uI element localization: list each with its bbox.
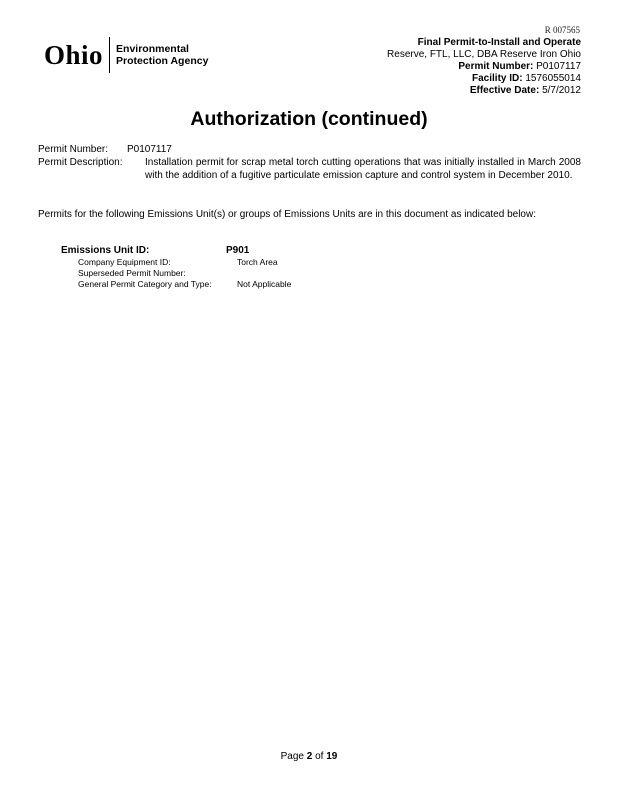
company-name: Reserve, FTL, LLC, DBA Reserve Iron Ohio [387,49,581,60]
permit-description-label: Permit Description: [38,157,123,168]
company-equipment-label: Company Equipment ID: [78,257,171,267]
document-id: R 007565 [544,25,580,35]
document-type: Final Permit-to-Install and Operate [417,37,581,48]
header-effective-date-label: Effective Date: [469,85,540,96]
header-permit-number [458,61,581,73]
permit-number-value: P0107117 [127,144,172,155]
permit-number-label: Permit Number: [38,144,109,155]
emissions-unit-id-value: P901 [226,245,250,256]
page-footer [0,751,618,762]
logo-agency-line1: Environmental [116,43,189,55]
general-permit-label: General Permit Category and Type: [78,279,212,289]
logo-wordmark: Ohio [44,40,104,70]
header-facility-id-value: 1576055014 [525,73,581,84]
ohio-epa-logo [44,37,208,73]
page-total: 19 [326,751,338,762]
header-facility-id-label: Facility ID: [472,73,523,84]
header-permit-number-label: Permit Number: [458,61,534,72]
logo-divider [109,37,110,73]
emissions-unit-id-label: Emissions Unit ID: [61,245,150,256]
page-of: of [315,751,324,762]
general-permit-value: Not Applicable [237,279,292,289]
company-equipment-value: Torch Area [237,257,278,267]
logo-agency [116,43,208,67]
superseded-permit-label: Superseded Permit Number: [78,268,186,278]
page-title: Authorization (continued) [190,108,428,130]
page-prefix: Page [280,751,304,762]
logo-agency-line2: Protection Agency [116,55,209,67]
header-permit-number-value: P0107117 [536,61,581,72]
emissions-units-intro: Permits for the following Emissions Unit(s) or groups of Emissions Units are in this document as indicated below: [38,209,536,220]
permit-description-text: Installation permit for scrap metal torch cutting operations that was initially installed in March 2008 with the addition of a fugitive particulate emission capture and control system in December 2010. [145,157,581,181]
header-effective-date [470,85,581,97]
page-number: 2 [306,751,313,762]
header-facility-id [472,73,581,85]
header-effective-date-value: 5/7/2012 [542,85,581,96]
